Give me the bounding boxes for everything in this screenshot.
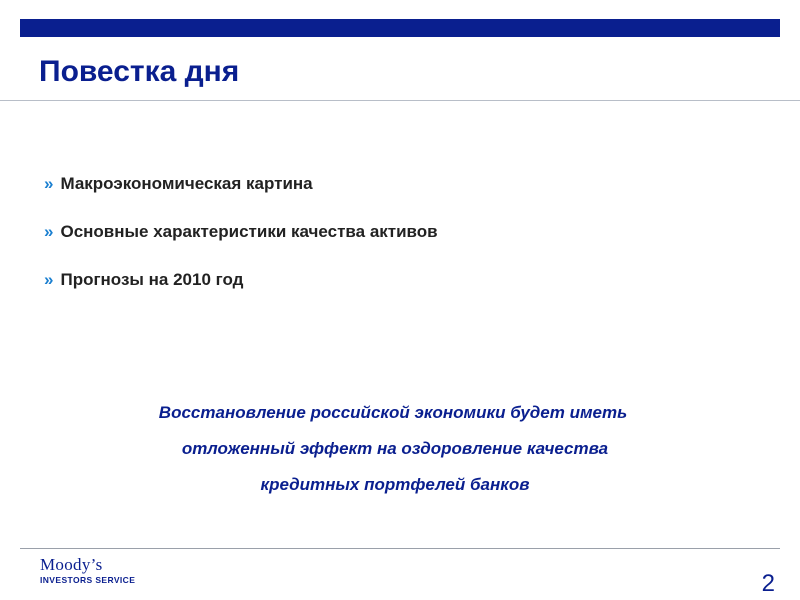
agenda-item-label: Прогнозы на 2010 год — [60, 270, 244, 289]
agenda-item-label: Макроэкономическая картина — [60, 174, 313, 193]
page-number: 2 — [761, 570, 775, 597]
footer-divider — [20, 548, 780, 549]
chevron-bullet-icon: » — [44, 270, 54, 289]
moodys-logo — [40, 556, 135, 585]
agenda-item-asset-quality — [44, 208, 438, 256]
agenda-list — [44, 160, 438, 304]
header-bar — [20, 19, 780, 37]
chevron-bullet-icon: » — [44, 174, 54, 193]
logo-wordmark: Moody’s — [40, 555, 103, 574]
title-divider — [0, 100, 800, 101]
agenda-item-label: Основные характеристики качества активов — [60, 222, 438, 241]
key-message-line: отложенный эффект на оздоровление качества — [181, 439, 609, 458]
key-message — [0, 395, 790, 503]
logo-subtitle: INVESTORS SERVICE — [40, 575, 136, 585]
chevron-bullet-icon: » — [44, 222, 54, 241]
slide-title: Повестка дня — [39, 55, 240, 88]
key-message-line: Восстановление российской экономики будет иметь — [158, 403, 628, 422]
agenda-item-forecast — [44, 256, 438, 304]
agenda-item-macro — [44, 160, 438, 208]
key-message-line: кредитных портфелей банков — [260, 475, 530, 494]
